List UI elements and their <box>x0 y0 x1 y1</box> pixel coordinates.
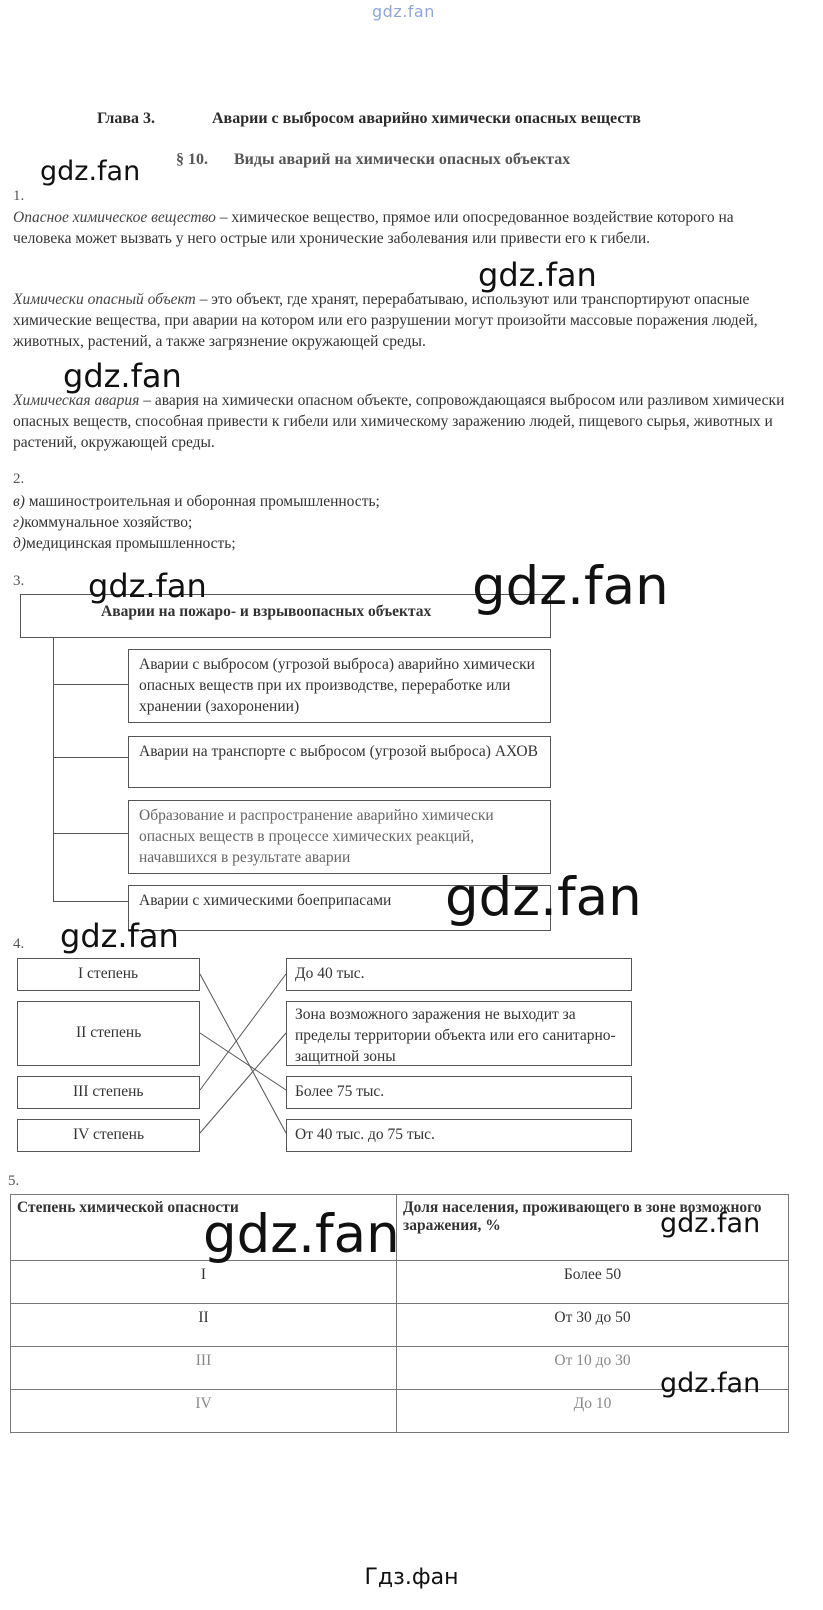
site-watermark: gdz.fan <box>372 2 435 21</box>
matching-left-label: III степень <box>73 1083 144 1100</box>
matching-left-label: IV степень <box>73 1126 145 1143</box>
section-title: Виды аварий на химически опасных объектах <box>234 151 571 168</box>
matching-left-label: I степень <box>78 965 139 982</box>
matching-line <box>200 974 286 1090</box>
question-3-number: 3. <box>13 573 25 589</box>
matching-line <box>200 1033 286 1133</box>
matching-left-box <box>17 1076 200 1109</box>
definition-term: Химически опасный объект <box>13 291 196 308</box>
table-cell: III <box>11 1347 397 1390</box>
watermark: gdz.fan <box>445 867 642 928</box>
matching-left-box <box>17 1001 200 1066</box>
watermark: gdz.fan <box>60 917 179 955</box>
diagram-child-label: Аварии с выбросом (угрозой выброса) аварийно химически опасных веществ при их производстве, переработке или хранении (захоронении) <box>139 656 535 715</box>
watermark: gdz.fan <box>478 256 597 294</box>
chapter-label: Глава 3. <box>97 110 155 127</box>
matching-right-label: От 40 тыс. до 75 тыс. <box>295 1126 435 1143</box>
matching-right-label: До 40 тыс. <box>295 965 365 982</box>
bottom-watermark: Гдз.фан <box>364 1565 459 1590</box>
definition-term: Химическая авария <box>13 392 140 409</box>
matching-right-box <box>286 1076 632 1109</box>
watermark: gdz.fan <box>203 1204 400 1265</box>
watermark: gdz.fan <box>88 567 207 605</box>
definition-text: – это объект, где хранят, перерабатываю, используют или транспортируют опасные химические вещества, при аварии на котором или его разрушении могут произойти массовые поражения людей, животных, растений, а также загрязнение окружающей среды. <box>13 291 758 350</box>
option-letter: д) <box>13 535 27 552</box>
matching-right-box <box>286 958 632 991</box>
matching-left-label: II степень <box>76 1024 142 1041</box>
watermark: gdz.fan <box>472 556 669 617</box>
matching-right-label: Зона возможного заражения не выходит за пределы территории объекта или его санитарно-защитной зоны <box>295 1006 616 1065</box>
watermark: gdz.fan <box>40 156 141 187</box>
table-header-cell: Степень химической опасности <box>11 1195 397 1261</box>
question-4-number: 4. <box>13 936 25 952</box>
matching-line <box>200 974 286 1133</box>
table-cell: От 30 до 50 <box>397 1304 789 1347</box>
watermark: gdz.fan <box>63 357 182 395</box>
watermark: gdz.fan <box>660 1208 761 1239</box>
option-text: коммунальное хозяйство; <box>24 514 193 531</box>
definition-text: – авария на химически опасном объекте, сопровождающаяся выбросом или разливом химически опасных веществ, способная привести к гибели или химическому заражению людей, пищевого сырья, животных и растений, окружающей среды. <box>13 392 785 451</box>
table-row <box>11 1304 789 1347</box>
matching-left-box <box>17 1119 200 1152</box>
matching-right-label: Более 75 тыс. <box>295 1083 385 1100</box>
table-cell: Более 50 <box>397 1261 789 1304</box>
table-row <box>11 1261 789 1304</box>
option-letter: в) <box>13 493 25 510</box>
definition-term: Опасное химическое вещество <box>13 209 216 226</box>
chapter-title: Аварии с выбросом аварийно химически опасных веществ <box>212 110 641 127</box>
diagram-root-label: Аварии на пожаро- и взрывоопасных объектах <box>101 603 432 620</box>
option-text: машиностроительная и оборонная промышленность; <box>24 493 380 510</box>
matching-right-box <box>286 1119 632 1152</box>
diagram-child-label: Аварии с химическими боеприпасами <box>139 892 392 909</box>
diagram-child-label: Аварии на транспорте с выбросом (угрозой выброса) АХОВ <box>139 743 538 760</box>
section-label: § 10. <box>176 151 208 168</box>
definition-text: – химическое вещество, прямое или опосредованное воздействие которого на человека может вызвать у него острые или хронические заболевания или привести его к гибели. <box>13 209 734 247</box>
matching-line <box>200 1033 286 1090</box>
table-cell: I <box>11 1261 397 1304</box>
table-cell: IV <box>11 1390 397 1433</box>
question-5-number: 5. <box>8 1173 20 1189</box>
table-cell: От 10 до 30 <box>397 1347 789 1390</box>
option-letter: г) <box>13 514 25 531</box>
question-2-number: 2. <box>13 471 25 487</box>
question-1-number: 1. <box>13 188 25 204</box>
matching-left-box <box>17 958 200 991</box>
table-cell: II <box>11 1304 397 1347</box>
watermark: gdz.fan <box>660 1368 761 1399</box>
table-cell: До 10 <box>397 1390 789 1433</box>
table-header-cell: Доля населения, проживающего в зоне возможного заражения, % <box>397 1195 789 1261</box>
option-text: медицинская промышленность; <box>26 535 236 552</box>
matching-right-box <box>286 1001 632 1066</box>
diagram-child-label: Образование и распространение аварийно химически опасных веществ в процессе химических реакций, начавшихся в результате аварии <box>139 807 494 866</box>
